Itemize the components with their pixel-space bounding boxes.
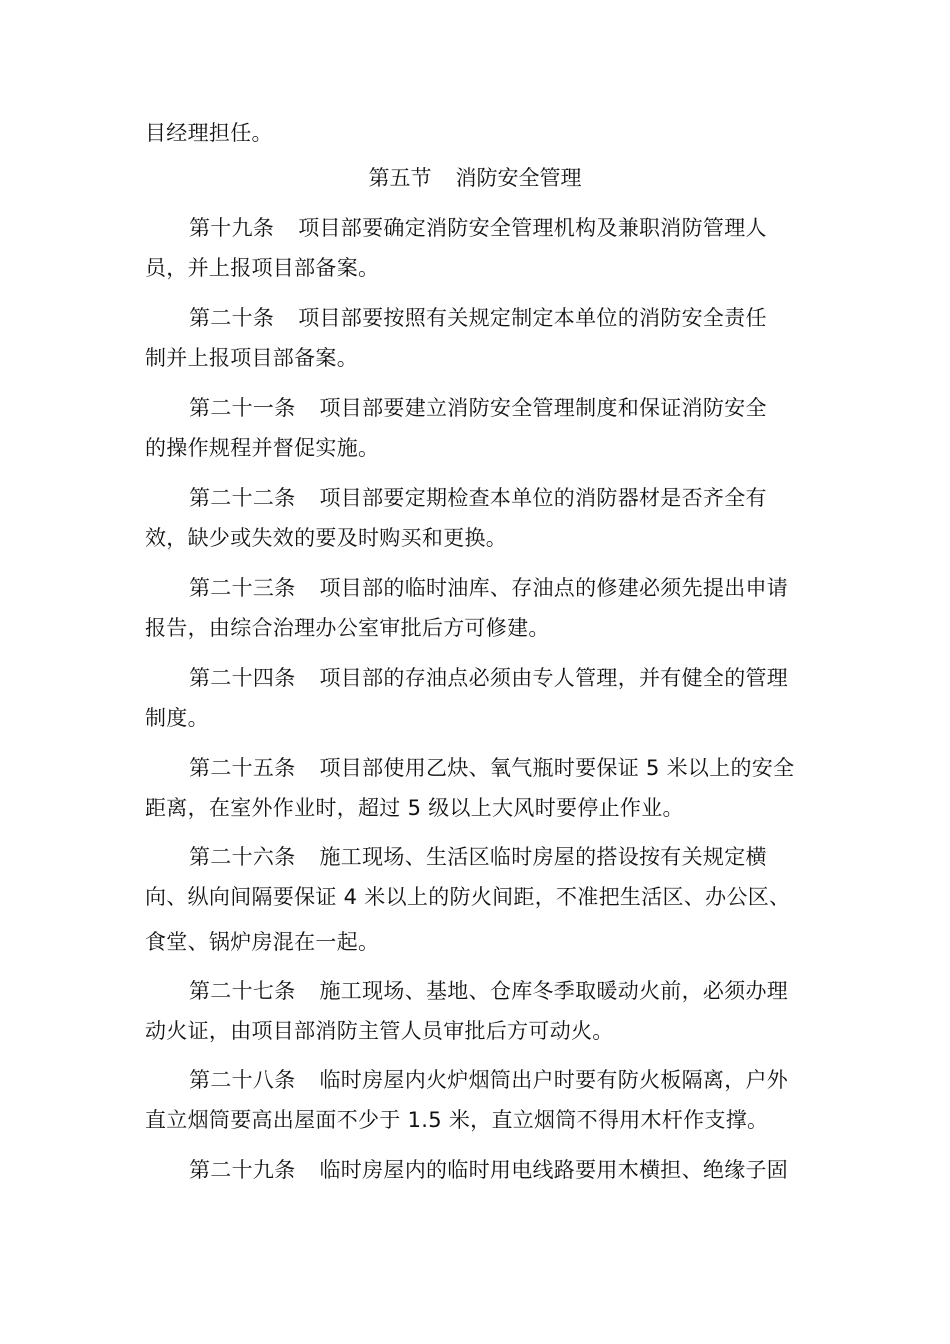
article-text: 项目部的临时油库、存油点的修建必须先提出申请 [319,576,789,600]
article-22-line-2: 效，缺少或失效的要及时购买和更换。 [145,526,508,550]
article-25-line-2: 距离，在室外作业时，超过 5 级以上大风时要停止作业。 [145,796,684,820]
article-28-line-2: 直立烟筒要高出屋面不少于 1.5 米，直立烟筒不得用木杆作支撑。 [145,1108,769,1132]
article-text: 项目部要确定消防安全管理机构及兼职消防管理人 [298,216,767,240]
article-24-line-2: 制度。 [145,706,209,730]
article-number: 第二十条 [189,306,275,330]
article-number: 第二十六条 [189,845,296,869]
continuation-line: 目经理担任。 [145,121,273,145]
article-28-line-1 [189,1066,788,1094]
article-24-line-1 [189,664,788,692]
section-heading [0,164,950,192]
article-29-line-1 [189,1156,788,1184]
article-text: 项目部要按照有关规定制定本单位的消防安全责任 [298,306,767,330]
article-text: 项目部使用乙炔、氧气瓶时要保证 5 米以上的安全 [319,756,795,780]
article-text: 项目部要定期检查本单位的消防器材是否齐全有 [319,486,767,510]
article-number: 第二十三条 [189,576,296,600]
article-number: 第二十四条 [189,666,296,690]
article-number: 第二十一条 [189,396,296,420]
article-text: 临时房屋内火炉烟筒出户时要有防火板隔离，户外 [319,1068,789,1092]
article-21-line-1 [189,394,767,422]
article-26-line-3: 食堂、锅炉房混在一起。 [145,930,380,954]
article-number: 第二十九条 [189,1158,296,1182]
article-text: 施工现场、生活区临时房屋的搭设按有关规定横 [319,845,767,869]
article-22-line-1 [189,484,767,512]
article-number: 第十九条 [189,216,275,240]
article-text: 临时房屋内的临时用电线路要用木横担、绝缘子固 [319,1158,789,1182]
article-23-line-1 [189,574,788,602]
article-number: 第二十七条 [189,979,296,1003]
article-26-line-1 [189,843,767,871]
article-26-line-2: 向、纵向间隔要保证 4 米以上的防火间距，不准把生活区、办公区、 [145,885,791,909]
article-20-line-1 [189,304,767,332]
article-number: 第二十八条 [189,1068,296,1092]
article-number: 第二十五条 [189,756,296,780]
article-text: 项目部要建立消防安全管理制度和保证消防安全 [319,396,767,420]
article-27-line-1 [189,977,788,1005]
article-19-line-2: 员，并上报项目部备案。 [145,256,380,280]
article-text: 项目部的存油点必须由专人管理，并有健全的管理 [319,666,789,690]
article-text: 施工现场、基地、仓库冬季取暖动火前，必须办理 [319,979,789,1003]
article-19-line-1 [189,214,767,242]
article-20-line-2: 制并上报项目部备案。 [145,346,358,370]
article-number: 第二十二条 [189,486,296,510]
article-25-line-1 [189,754,794,782]
section-number: 第五节 [368,166,432,190]
section-name: 消防安全管理 [455,166,582,190]
article-27-line-2: 动火证，由项目部消防主管人员审批后方可动火。 [145,1019,614,1043]
article-23-line-2: 报告，由综合治理办公室审批后方可修建。 [145,616,550,640]
article-21-line-2: 的操作规程并督促实施。 [145,436,380,460]
